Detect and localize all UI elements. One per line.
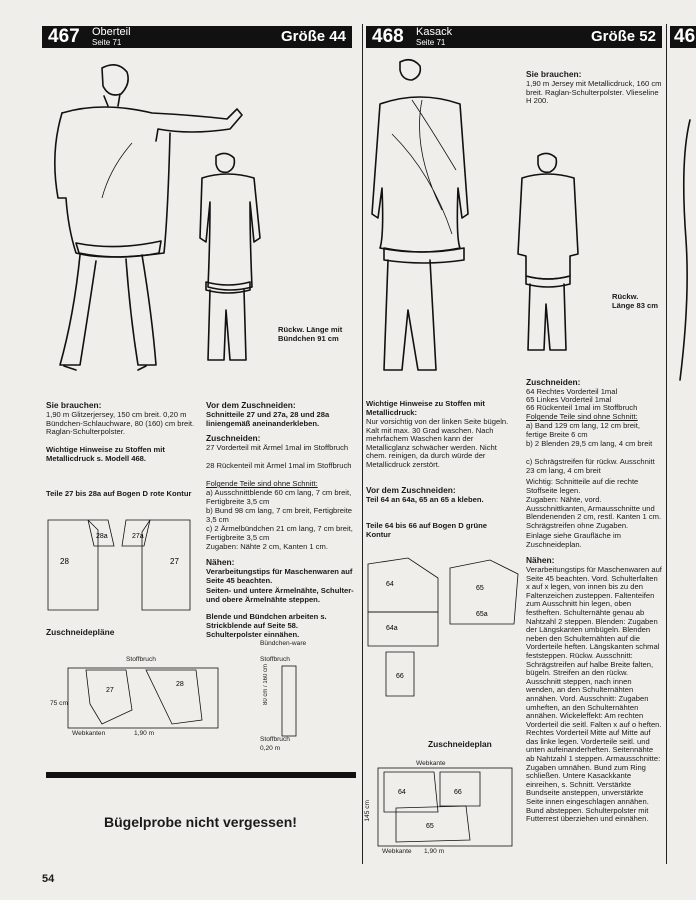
cutting-plan-467	[46, 656, 256, 740]
extra-item-a: a) Band 129 cm lang, 12 cm breit, fertige Breite 6 cm	[526, 421, 640, 439]
model-number: 468	[372, 26, 404, 47]
allowances-text: Zugaben: Nähte 2 cm, Kanten 1 cm.	[206, 542, 328, 551]
sewing-instructions: Verarbeitungstips für Maschenwaren auf Seite 45 beachten. Vord. Schulterfalten x auf x legen, von innen bis zu den Faltenzeichen zusteppen. Faltenteifen zum Ausschnitt hin legen, oben festheften. Schulternähte genau ab Nahtzahl 2 steppen. Blenden: Zugaben der Längskanten umbügeln. Blenden neben den Schulternähten auf die Vorderteile heften. Längskanten schmal feststeppen. Rückw. Ausschnitt: Schrägstreifen auf halbe Breite falten, bügeln. Streifen an den rückw. Ausschnitt steppen, nach innen wenden, an den Schulternähten annähen. Vord. Ausschnitt: Zugaben umheften, an den Schulternähten annähen. Wickeleffekt: Am rechten Vorderteil die seitl. Falten x auf o heften. Rechtes Vorderteil Mitte auf Mitte auf das linke legen. Vorderteile seitl. und unten aufeinanderheften. Seitennähte ab Nahtzahl 1 steppen. Armausschnitte: Zugaben umnähen. Bund zum Ring schließen. Untere Kasackkante einreihen, s. Schnitt. Verstärkte Bundseite ansteppen, unverstärkte Seite innen eingeschlagen annähen. Bund absteppen. Schulterpolster mit Futterrest überziehen und einnähen.	[526, 566, 662, 824]
page-reference: Seite 71	[416, 38, 446, 47]
plan-edge-label: Webkante	[382, 848, 412, 855]
cut-before-heading: Vor dem Zuschneiden:	[366, 485, 456, 495]
piece-28-label: 28	[60, 557, 69, 566]
piece-27a-label: 27a	[132, 533, 144, 540]
section-rule	[46, 772, 356, 778]
cutting-heading: Zuschneiden:	[206, 433, 261, 443]
extra-item-c: c) Schrägstreifen für rückw. Ausschnitt 23 cm lang, 4 cm breit	[526, 457, 655, 475]
needs-text: 1,90 m Glitzerjersey, 150 cm breit. 0,20 m Bündchen-Schlauchware, 80 (160) cm breit. Raglan-Schulterpolster.	[46, 410, 195, 437]
plan-edge-label: Webkanten	[72, 730, 106, 737]
piece-65-label: 65	[476, 585, 484, 592]
piece-65a-label: 65a	[476, 611, 488, 618]
piece-27-label: 27	[170, 557, 179, 566]
plan-width-label: 75 cm	[50, 700, 68, 707]
ribbing-plan	[266, 664, 306, 740]
sewing-p3: Blende und Bündchen arbeiten s. Strickblende auf Seite 58.	[206, 612, 327, 630]
ribbing-width-label: 80 cm / 160 cm	[263, 664, 269, 706]
model-469-header	[670, 26, 696, 48]
allowances-text: Zugaben: Nähte, vord. Ausschnittkanten, Armausschnitte und Blendenenden 2 cm, restl. Kanten 1 cm. Schrägstreifen ohne Zugaben.	[526, 495, 662, 530]
extra-item-a: a) Ausschnittblende 60 cm lang, 7 cm breit, Fertigbreite 3,5 cm	[206, 488, 352, 506]
back-figure-illustration	[184, 150, 274, 370]
plan-top-edge-label: Webkante	[416, 760, 446, 767]
parts-heading: Teile 27 bis 28a auf Bogen D rote Kontur	[46, 489, 192, 498]
extra-parts-heading: Folgende Teile sind ohne Schnitt:	[526, 412, 638, 421]
ribbing-fold-bottom: Stoffbruch	[260, 736, 290, 743]
metallic-hint-text: Nur vorsichtig von der linken Seite bügeln. Kalt mit max. 30 Grad waschen. Nach mehrfachem Waschen kann der Metallicglanz schwächer werden. Nicht chem. reinigen, da durch würde der Metallicdruck zerstört.	[366, 417, 509, 469]
cutting-item-2: 65 Linkes Vorderteil 1mal	[526, 395, 612, 404]
piece-28a-label: 28a	[96, 533, 108, 540]
model-name: Kasack	[416, 26, 453, 38]
needs-heading: Sie brauchen:	[46, 400, 102, 410]
model-name: Oberteil	[92, 26, 131, 38]
cutting-item-3: 66 Rückenteil 1mal im Stoffbruch	[526, 403, 638, 412]
sewing-heading: Nähen:	[526, 555, 555, 565]
piece-64-label: 64	[386, 581, 394, 588]
ironing-reminder: Bügelprobe nicht vergessen!	[104, 814, 297, 830]
cutting-item-2: 28 Rückenteil mit Ärmel 1mal im Stoffbruch	[206, 461, 352, 470]
sewing-p2: Seiten- und untere Ärmelnähte, Schulter- und obere Ärmelnähte steppen.	[206, 586, 354, 604]
model-467-header	[42, 26, 352, 48]
model-469-column-cutoff	[670, 0, 696, 900]
model-467-column	[38, 0, 358, 900]
figure-fragment	[670, 100, 696, 400]
cut-before-text: Schnitteile 27 und 27a, 28 und 28a liniengemäß aneinanderkleben.	[206, 410, 330, 428]
metallic-hint: Wichtige Hinweise zu Stoffen mit Metallicdruck s. Modell 468.	[46, 445, 165, 463]
back-figure-illustration	[508, 150, 588, 360]
plan-piece-66: 66	[454, 789, 462, 796]
extra-item-b: b) 2 Blenden 29,5 cm lang, 4 cm breit	[526, 439, 653, 448]
extra-item-c: c) 2 Ärmelbündchen 21 cm lang, 7 cm breit, Fertigbreite 3,5 cm	[206, 524, 353, 542]
plan-piece-65: 65	[426, 823, 434, 830]
page-reference: Seite 71	[92, 38, 122, 47]
cutting-plans-heading: Zuschneidepläne	[46, 627, 115, 637]
extra-parts-heading: Folgende Teile sind ohne Schnitt:	[206, 479, 318, 488]
size-label: Größe 52	[590, 28, 656, 45]
plan-piece-27: 27	[106, 687, 114, 694]
needs-text: 1,90 m Jersey mit Metallicdruck, 160 cm breit. Raglan-Schulterpolster. Vlieseline H 200.	[526, 79, 662, 106]
back-length-note: Rückw. Länge 83 cm	[612, 292, 659, 310]
model-468-column	[362, 0, 662, 900]
model-number: 467	[48, 26, 80, 47]
plan-width-label: 145 cm	[364, 800, 371, 822]
size-label: Größe 44	[280, 28, 346, 45]
pattern-pieces-diagram	[366, 556, 520, 706]
piece-64a-label: 64a	[386, 625, 398, 632]
ribbing-length-label: 0,20 m	[260, 745, 281, 752]
parts-heading: Teile 64 bis 66 auf Bogen D grüne Kontur	[366, 521, 487, 539]
cutting-plan-heading: Zuschneideplan	[428, 739, 492, 749]
sewing-heading: Nähen:	[206, 557, 235, 567]
pattern-pieces-diagram	[46, 514, 196, 614]
extra-item-b: b) Bund 98 cm lang, 7 cm breit, Fertigbreite 3,5 cm	[206, 506, 353, 524]
cutting-heading: Zuschneiden:	[526, 377, 581, 387]
ribbing-label: Bündchen-ware	[260, 640, 307, 647]
column-divider-2	[666, 24, 667, 864]
plan-piece-28: 28	[176, 681, 184, 688]
metallic-hint-heading: Wichtige Hinweise zu Stoffen mit Metallicdruck:	[366, 399, 485, 417]
important-note: Wichtig: Schnitteile auf die rechte Stoffseite legen.	[526, 477, 639, 495]
plan-piece-64: 64	[398, 789, 406, 796]
plan-fold-label: Stoffbruch	[126, 656, 156, 663]
needs-heading: Sie brauchen:	[526, 69, 582, 79]
sewing-p1: Verarbeitungstips für Maschenwaren auf Seite 45 beachten.	[206, 567, 353, 585]
piece-66-label: 66	[396, 673, 404, 680]
back-length-note: Rückw. Länge mit Bündchen 91 cm	[278, 325, 343, 343]
model-468-header	[366, 26, 662, 48]
cutting-item-1: 64 Rechtes Vorderteil 1mal	[526, 387, 618, 396]
sewing-p4: Schulterpolster einnähen.	[206, 630, 300, 639]
plan-length-label: 1,90 m	[424, 848, 445, 855]
interfacing-note: Einlage siehe Graufläche im Zuschneideplan.	[526, 531, 621, 549]
cutting-plan-468	[366, 766, 516, 850]
front-figure-illustration	[362, 54, 512, 384]
cut-before-text: Teil 64 an 64a, 65 an 65 a kleben.	[366, 495, 484, 504]
ribbing-fold-label: Stoffbruch	[260, 656, 290, 663]
model-number: 46	[674, 26, 696, 47]
cutting-item-1: 27 Vorderteil mit Ärmel 1mal im Stoffbruch	[206, 443, 349, 452]
cut-before-heading: Vor dem Zuschneiden:	[206, 400, 296, 410]
plan-length-label: 1,90 m	[134, 730, 155, 737]
page-number: 54	[42, 873, 55, 885]
